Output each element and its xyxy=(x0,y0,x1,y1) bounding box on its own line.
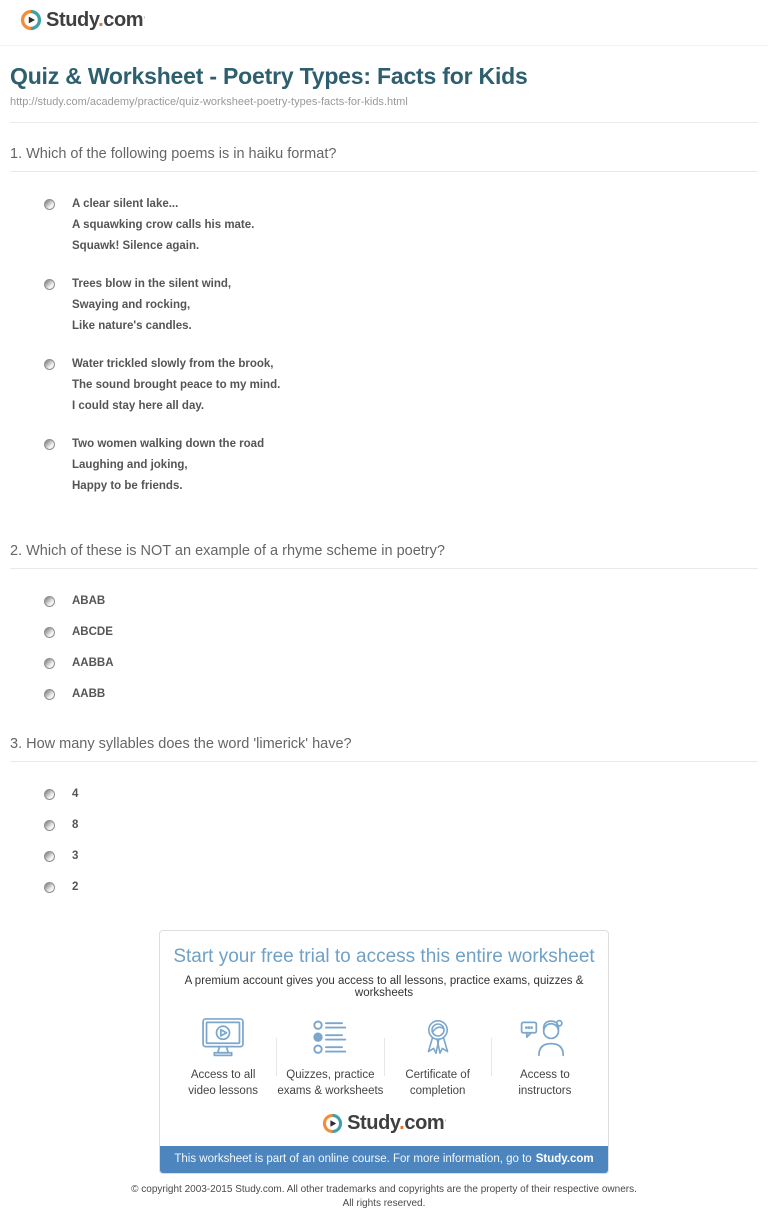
q3-option-2 xyxy=(44,815,758,836)
instructor-chat-icon xyxy=(519,1015,571,1061)
feature-list xyxy=(160,1015,608,1099)
feature-instructors xyxy=(492,1015,598,1099)
option-label: A clear silent lake... A squawking crow calls his mate. Squawk! Silence again. xyxy=(72,198,255,252)
worksheet-url: http://study.com/academy/practice/quiz-worksheet-poetry-types-facts-for-kids.html xyxy=(10,96,408,108)
q3-option-3 xyxy=(44,846,758,867)
option-label: ABCDE xyxy=(72,626,113,638)
option-label: 8 xyxy=(72,819,79,831)
question-2 xyxy=(10,543,758,705)
radio-button[interactable] xyxy=(44,689,55,700)
copyright-notice: © copyright 2003-2015 Study.com. All other trademarks and copyrights are the property of their respective owners. All rights reserved. xyxy=(131,1184,637,1209)
header-divider xyxy=(10,122,758,123)
q1-option-2 xyxy=(44,274,758,337)
option-label: 4 xyxy=(72,788,79,800)
page-title: Quiz & Worksheet - Poetry Types: Facts for Kids xyxy=(10,63,528,89)
certificate-medal-icon xyxy=(414,1015,462,1061)
q1-option-3 xyxy=(44,354,758,417)
banner-studycom-link[interactable]: Study.com xyxy=(535,1153,594,1165)
video-monitor-icon xyxy=(197,1015,249,1061)
radio-button[interactable] xyxy=(44,851,55,862)
feature-label: Access to all video lessons xyxy=(188,1069,258,1097)
feature-video-lessons xyxy=(170,1015,276,1099)
studycom-play-icon xyxy=(322,1113,343,1134)
free-trial-promo-card xyxy=(159,930,609,1174)
radio-button[interactable] xyxy=(44,359,55,370)
quiz-list-icon xyxy=(306,1015,354,1061)
course-info-banner xyxy=(160,1146,608,1173)
promo-heading: Start your free trial to access this entire worksheet xyxy=(173,946,595,967)
logo-wordmark: Study.com’ xyxy=(347,1112,446,1134)
promo-subheading: A premium account gives you access to all lessons, practice exams, quizzes & worksheets xyxy=(184,975,584,999)
feature-certificate xyxy=(385,1015,491,1099)
option-label: Water trickled slowly from the brook, The sound brought peace to my mind. I could stay here all day. xyxy=(72,358,281,412)
q3-option-1 xyxy=(44,784,758,805)
feature-label: Certificate of completion xyxy=(405,1069,470,1097)
question-2-text: 2. Which of these is NOT an example of a rhyme scheme in poetry? xyxy=(10,543,758,569)
option-label: ABAB xyxy=(72,595,106,607)
studycom-logo[interactable] xyxy=(20,9,145,31)
question-3 xyxy=(10,736,758,898)
q2-option-4 xyxy=(44,684,758,705)
q2-option-1 xyxy=(44,591,758,612)
q3-option-4 xyxy=(44,877,758,898)
question-1-text: 1. Which of the following poems is in haiku format? xyxy=(10,146,758,172)
q2-option-2 xyxy=(44,622,758,643)
option-label: 3 xyxy=(72,850,79,862)
radio-button[interactable] xyxy=(44,658,55,669)
q2-option-3 xyxy=(44,653,758,674)
banner-text: This worksheet is part of an online course. For more information, go to xyxy=(174,1153,532,1165)
option-label: Trees blow in the silent wind, Swaying and rocking, Like nature's candles. xyxy=(72,278,232,332)
radio-button[interactable] xyxy=(44,789,55,800)
radio-button[interactable] xyxy=(44,882,55,893)
question-3-text: 3. How many syllables does the word 'limerick' have? xyxy=(10,736,758,762)
radio-button[interactable] xyxy=(44,199,55,210)
radio-button[interactable] xyxy=(44,820,55,831)
q1-option-1 xyxy=(44,194,758,257)
feature-quizzes xyxy=(277,1015,383,1099)
radio-button[interactable] xyxy=(44,439,55,450)
radio-button[interactable] xyxy=(44,627,55,638)
radio-button[interactable] xyxy=(44,596,55,607)
site-header xyxy=(0,0,768,46)
question-1 xyxy=(10,146,758,497)
studycom-play-icon xyxy=(20,9,42,31)
option-label: AABB xyxy=(72,688,106,700)
logo-wordmark: Study.com’ xyxy=(46,9,145,31)
feature-label: Quizzes, practice exams & worksheets xyxy=(277,1069,384,1097)
option-label: 2 xyxy=(72,881,79,893)
feature-label: Access to instructors xyxy=(518,1069,572,1097)
option-label: AABBA xyxy=(72,657,114,669)
radio-button[interactable] xyxy=(44,279,55,290)
studycom-logo-footer[interactable] xyxy=(160,1112,608,1134)
option-label: Two women walking down the road Laughing and joking, Happy to be friends. xyxy=(72,438,265,492)
q1-option-4 xyxy=(44,434,758,497)
